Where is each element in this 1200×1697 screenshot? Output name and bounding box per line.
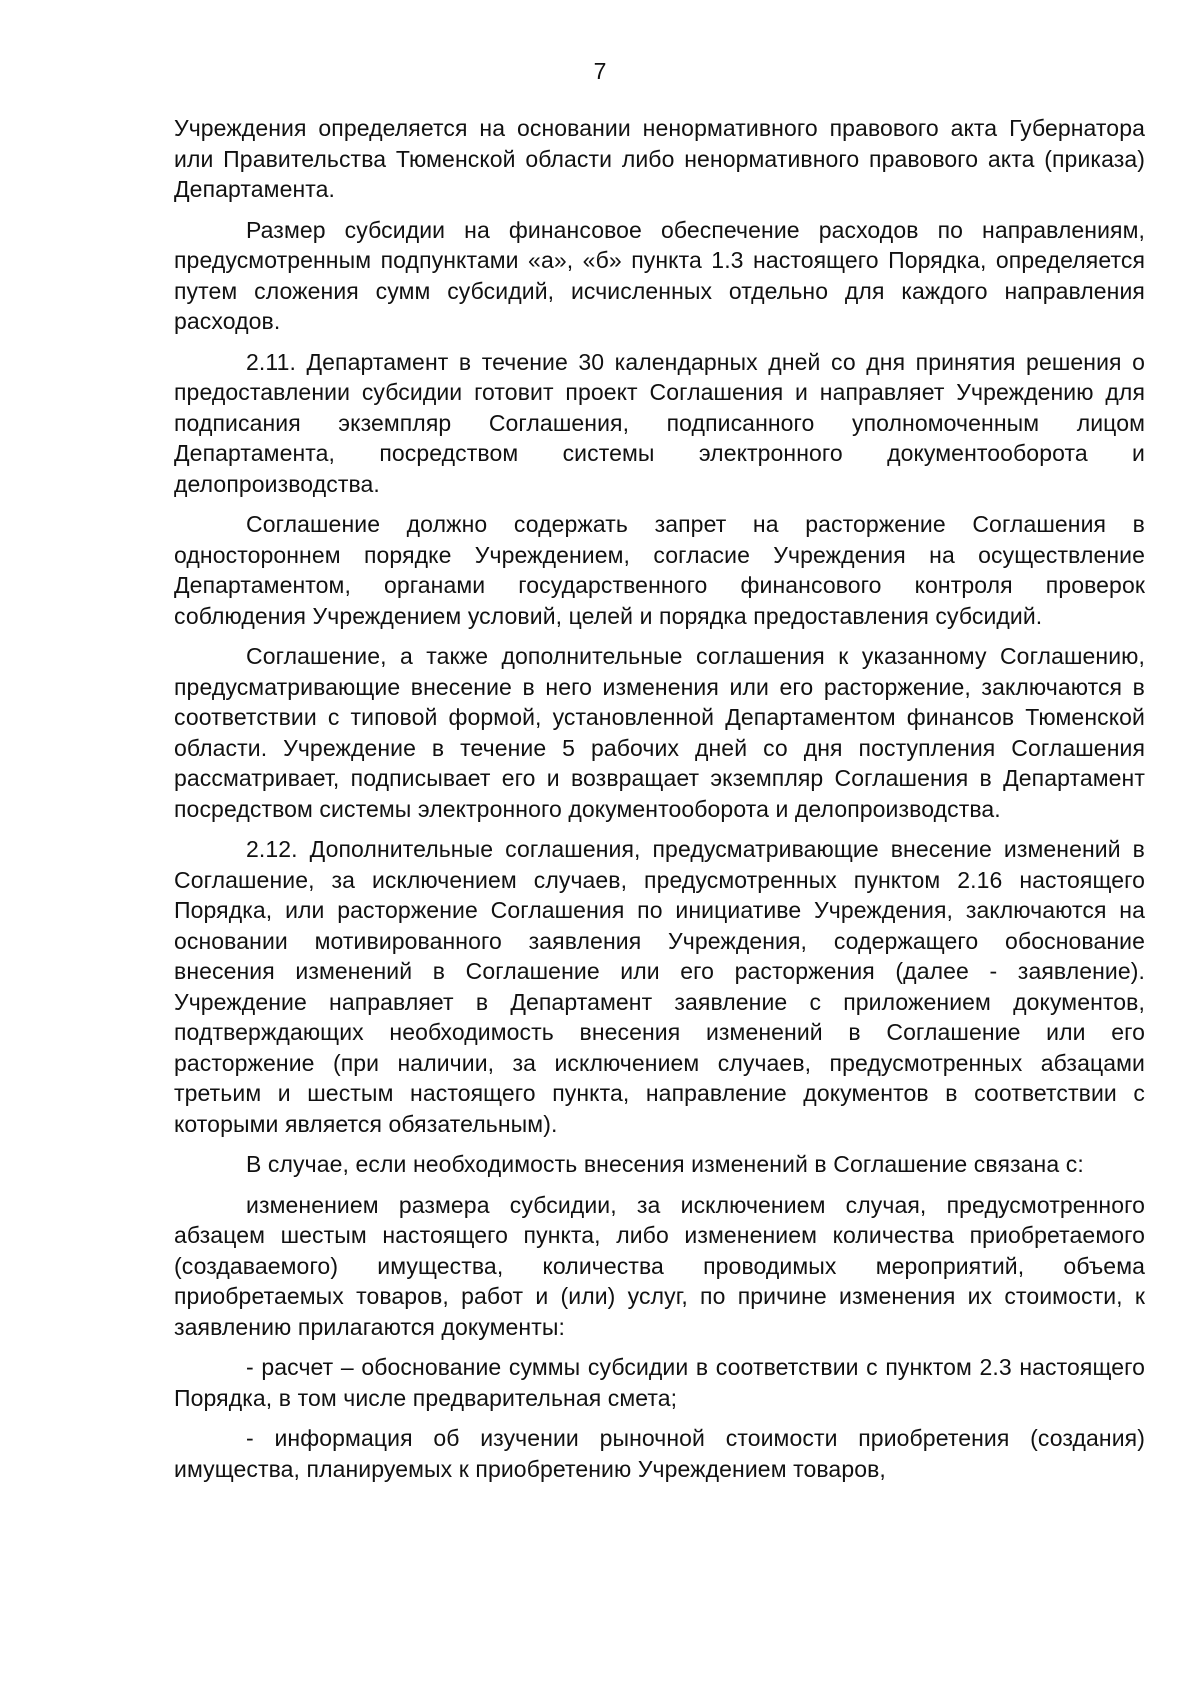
paragraph: Учреждения определяется на основании ненормативного правового акта Губернатора или Правительства Тюменской области либо ненормативного правового акта (приказа) Департамента. [174,115,1145,202]
paragraph: изменением размера субсидии, за исключением случая, предусмотренного абзацем шестым настоящего пункта, либо изменением количества приобретаемого (создаваемого) имущества, количества проводимых мероприятий, объема приобретаемых товаров, работ и (или) услуг, по причине изменения их стоимости, к заявлению прилагаются документы: [174,1191,1145,1340]
paragraph: 2.11. Департамент в течение 30 календарных дней со дня принятия решения о предоставлении субсидии готовит проект Соглашения и направляет Учреждению для подписания экземпляр Соглашения, подписанного уполномоченным лицом Департамента, посредством системы электронного документооборота и делопроизводства. [174,348,1145,497]
paragraph: 2.12. Дополнительные соглашения, предусматривающие внесение изменений в Соглашение, за исключением случаев, предусмотренных пунктом 2.16 настоящего Порядка, или расторжение Соглашения по инициативе Учреждения, заключаются на основании мотивированного заявления Учреждения, содержащего обоснование внесения изменений в Соглашение или его расторжения (далее - заявление). Учреждение направляет в Департамент заявление с приложением документов, подтверждающих необходимость внесения изменений в Соглашение или его расторжение (при наличии, за исключением случаев, предусмотренных абзацами третьим и шестым настоящего пункта, направление документов в соответствии с которыми является обязательным). [174,836,1145,1137]
paragraph: Соглашение должно содержать запрет на расторжение Соглашения в одностороннем порядке Учреждением, согласие Учреждения на осуществление Департаментом, органами государственного финансового контроля проверок соблюдения Учреждением условий, целей и порядка предоставления субсидий. [174,511,1145,629]
paragraph: - расчет – обоснование суммы субсидии в соответствии с пунктом 2.3 настоящего Порядка, в том числе предварительная смета; [174,1354,1145,1411]
paragraph: - информация об изучении рыночной стоимости приобретения (создания) имущества, планируемых к приобретению Учреждением товаров, [174,1425,1145,1482]
paragraph: Соглашение, а также дополнительные соглашения к указанному Соглашению, предусматривающие внесение в него изменения или его расторжение, заключаются в соответствии с типовой формой, установленной Департаментом финансов Тюменской области. Учреждение в течение 5 рабочих дней со дня поступления Соглашения рассматривает, подписывает его и возвращает экземпляр Соглашения в Департамент посредством системы электронного документооборота и делопроизводства. [174,643,1145,822]
paragraph: Размер субсидии на финансовое обеспечение расходов по направлениям, предусмотренным подпунктами «а», «б» пункта 1.3 настоящего Порядка, определяется путем сложения сумм субсидий, исчисленных отдельно для каждого направления расходов. [174,216,1145,334]
paragraph: В случае, если необходимость внесения изменений в Соглашение связана с: [246,1151,1084,1177]
page-number: 7 [593,58,607,84]
document-body [174,113,1145,1494]
